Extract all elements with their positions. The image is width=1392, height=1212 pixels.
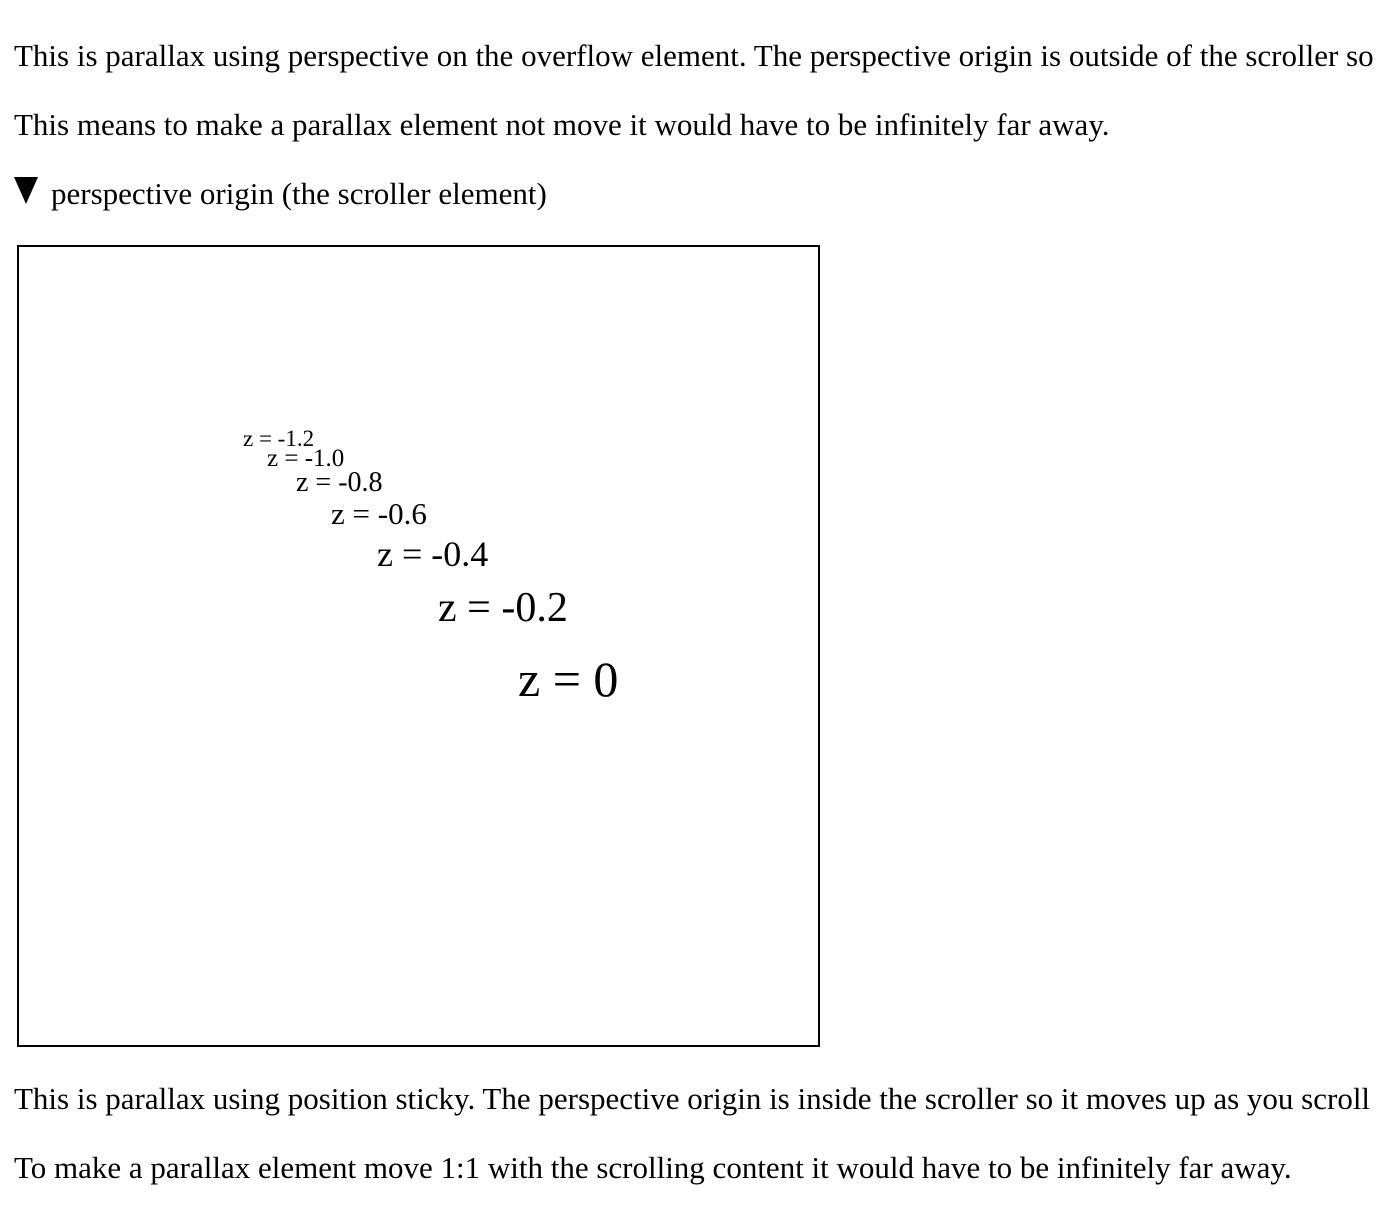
disclosure-label: perspective origin (the scroller element) [51,176,547,211]
z-label-minus-0-2: z = -0.2 [438,585,568,631]
z-label-minus-0-6: z = -0.6 [331,496,427,531]
z-label-minus-0-4: z = -0.4 [377,534,489,574]
outro-paragraph-1: This is parallax using position sticky. The perspective origin is inside the scroller so it moves up as you scroll [14,1081,1371,1116]
perspective-scroller-box[interactable] [17,245,820,1047]
disclosure-triangle-icon [14,177,38,204]
outro-paragraph-2: To make a parallax element move 1:1 with the scrolling content it would have to be infinitely far away. [14,1150,1292,1185]
z-label-minus-0-8: z = -0.8 [296,467,383,498]
intro-paragraph-1: This is parallax using perspective on the overflow element. The perspective origin is outside of the scroller so [14,38,1374,73]
z-label-minus-1-0: z = -1.0 [267,445,345,472]
z-label-zero: z = 0 [518,651,619,707]
disclosure-summary[interactable] [14,176,1392,212]
z-label-minus-1-2: z = -1.2 [243,426,315,451]
intro-paragraph-2: This means to make a parallax element not move it would have to be infinitely far away. [14,107,1110,142]
